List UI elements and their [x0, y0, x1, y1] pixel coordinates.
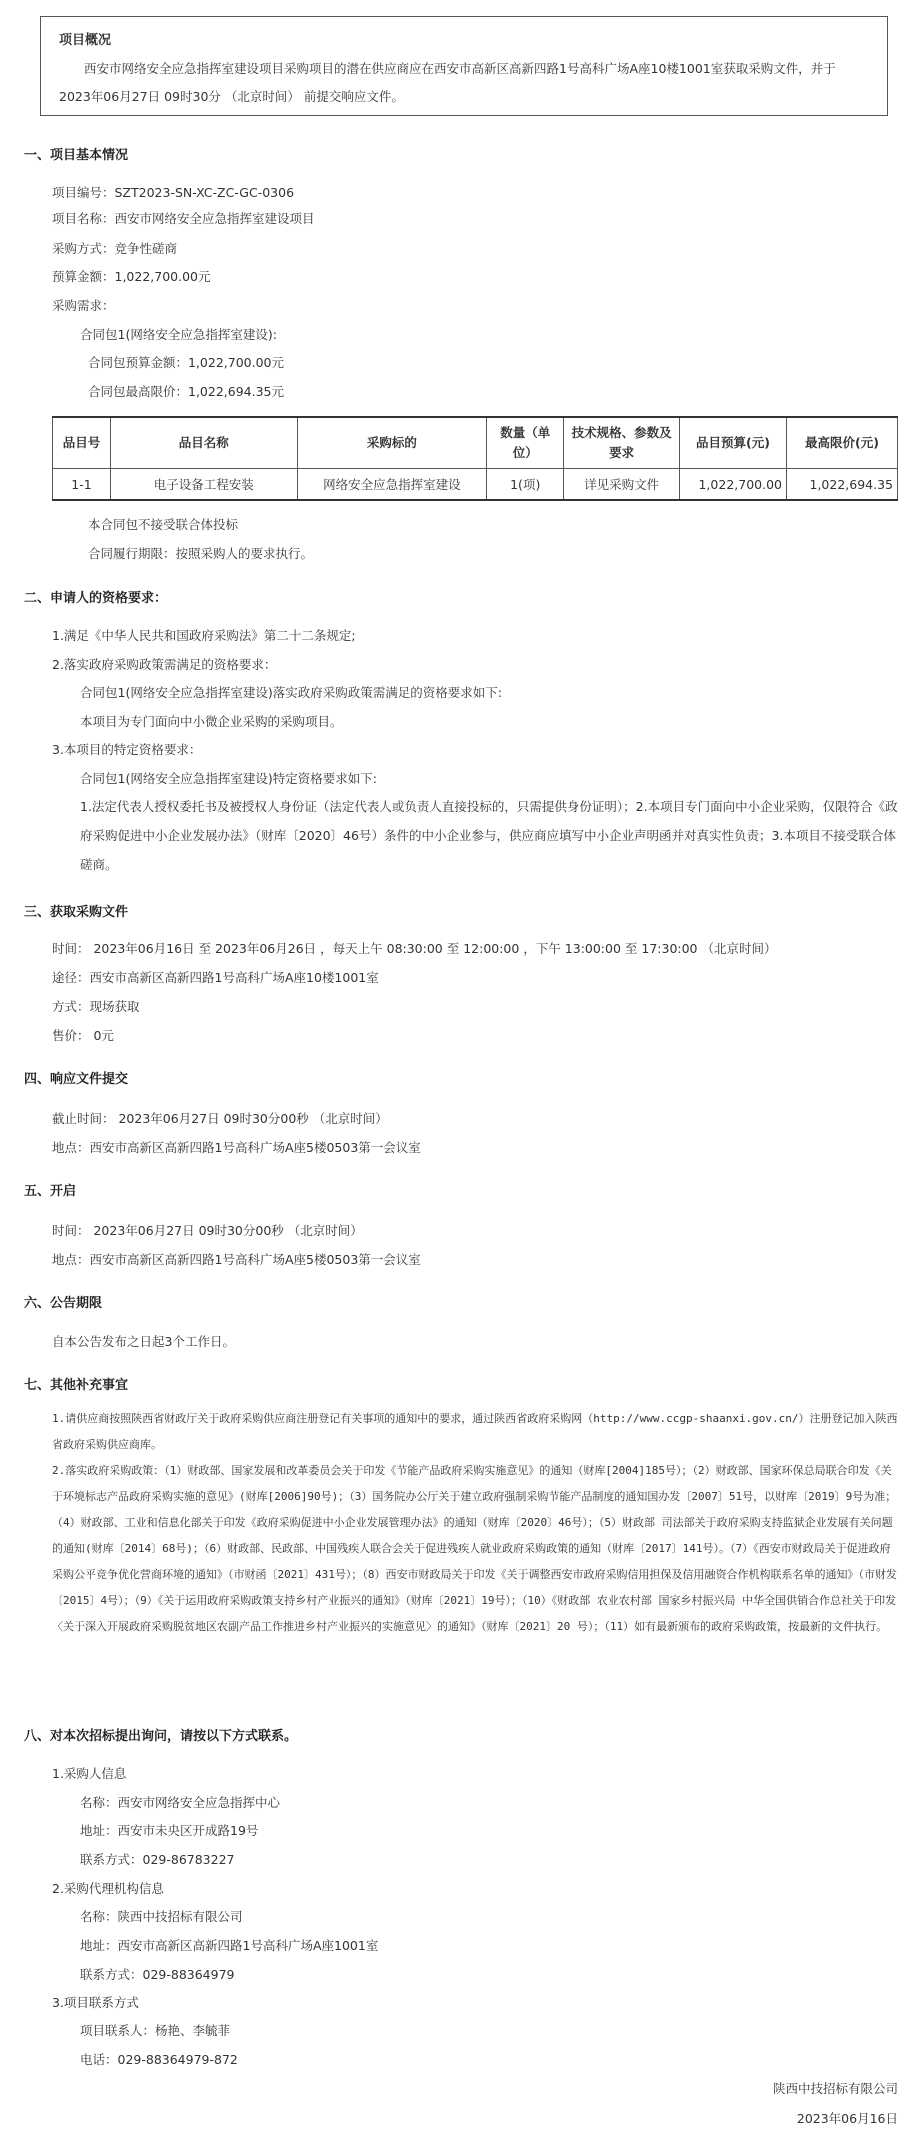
col-header: 品目预算(元): [680, 417, 787, 469]
obtain-method: 方式：现场获取: [52, 999, 140, 1014]
agency-address: 地址：西安市高新区高新四路1号高科广场A座1001室: [80, 1938, 379, 1953]
package-title: 合同包1(网络安全应急指挥室建设):: [80, 327, 277, 342]
table-cell: 1,022,700.00: [680, 469, 787, 501]
opening-time: 时间： 2023年06月27日 09时30分00秒 （北京时间）: [52, 1223, 363, 1238]
col-header: 数量（单位）: [487, 417, 564, 469]
qualification-2a: 合同包1(网络安全应急指挥室建设)落实政府采购政策需满足的资格要求如下:: [80, 685, 502, 700]
package-max-price: 合同包最高限价：1,022,694.35元: [88, 384, 284, 399]
obtain-address: 途径：西安市高新区高新四路1号高科广场A座10楼1001室: [52, 970, 379, 985]
qualification-3a: 合同包1(网络安全应急指挥室建设)特定资格要求如下:: [80, 771, 377, 786]
purchaser-name: 名称：西安市网络安全应急指挥中心: [80, 1795, 281, 1810]
agency-name: 名称：陕西中技招标有限公司: [80, 1909, 243, 1924]
section-title-opening: 五、开启: [24, 1184, 77, 1199]
table-cell: 1,022,694.35: [786, 469, 897, 501]
notice-period: 自本公告发布之日起3个工作日。: [52, 1334, 235, 1349]
obtain-time: 时间： 2023年06月16日 至 2023年06月26日 ，每天上午 08:30:00 至 12:00:00 ，下午 13:00:00 至 17:30:00 （北京时间）: [52, 941, 777, 956]
table-cell: 1(项): [487, 469, 564, 501]
project-contact-title: 3.项目联系方式: [52, 1995, 139, 2010]
project-name: 项目名称：西安市网络安全应急指挥室建设项目: [52, 211, 315, 226]
table-cell: 1-1: [53, 469, 111, 501]
table-cell: 网络安全应急指挥室建设: [297, 469, 487, 501]
section-title-contact: 八、对本次招标提出询问，请按以下方式联系。: [24, 1729, 298, 1744]
section-title-submission: 四、响应文件提交: [24, 1072, 129, 1087]
table-row: [53, 469, 898, 501]
footer-date: 2023年06月16日: [796, 2111, 898, 2126]
purchaser-address: 地址：西安市未央区开成路19号: [80, 1823, 259, 1838]
qualification-1: 1.满足《中华人民共和国政府采购法》第二十二条规定;: [52, 628, 356, 643]
section-title-notice-period: 六、公告期限: [24, 1296, 103, 1311]
col-header: 采购标的: [297, 417, 487, 469]
col-header: 技术规格、参数及要求: [564, 417, 680, 469]
qualification-2: 2.落实政府采购政策需满足的资格要求：: [52, 657, 277, 672]
footer-organization: 陕西中技招标有限公司: [772, 2081, 898, 2096]
obtain-price: 售价： 0元: [52, 1028, 114, 1043]
section-title-obtain-docs: 三、获取采购文件: [24, 905, 129, 920]
qualification-2b: 本项目为专门面向中小微企业采购的采购项目。: [80, 714, 343, 729]
supplementary-1: 1.请供应商按照陕西省财政厅关于政府采购供应商注册登记有关事项的通知中的要求，通过陕西省政府采购网（http://www.ccgp-shaanxi.gov.cn/）注册登记加入陕西省政府采购供应商库。: [52, 1412, 898, 1451]
col-header: 品目号: [53, 417, 111, 469]
table-cell: 电子设备工程安装: [110, 469, 297, 501]
items-table: [52, 416, 898, 501]
submission-deadline: 截止时间： 2023年06月27日 09时30分00秒 （北京时间）: [52, 1111, 388, 1126]
procurement-demand-label: 采购需求：: [52, 298, 115, 313]
no-consortium-note: 本合同包不接受联合体投标: [88, 517, 239, 532]
agency-info-title: 2.采购代理机构信息: [52, 1881, 164, 1896]
budget-amount: 预算金额：1,022,700.00元: [52, 269, 211, 284]
project-number: 项目编号：SZT2023-SN-XC-ZC-GC-0306: [52, 185, 295, 200]
table-header-row: [53, 417, 898, 469]
package-budget: 合同包预算金额：1,022,700.00元: [88, 355, 284, 370]
section-title-basic-info: 一、项目基本情况: [24, 148, 129, 163]
purchaser-info-title: 1.采购人信息: [52, 1766, 127, 1781]
contract-period: 合同履行期限：按照采购人的要求执行。: [88, 546, 314, 561]
qualification-3b: 1.法定代表人授权委托书及被授权人身份证（法定代表人或负责人直接投标的，只需提供身份证明）；2.本项目专门面向中小企业采购，仅限符合《政府采购促进中小企业发展办法》（财库〔2020〕46号）条件的中小企业参与，供应商应填写中小企业声明函并对真实性负责；3.本项目不接受联合体磋商。: [80, 799, 898, 872]
table-cell: 详见采购文件: [564, 469, 680, 501]
project-contact-phone: 电话：029-88364979-872: [80, 2052, 238, 2067]
col-header: 最高限价(元): [786, 417, 897, 469]
supplementary-2: 2.落实政府采购政策：（1）财政部、国家发展和改革委员会关于印发《节能产品政府采购实施意见》的通知（财库[2004]185号）；（2）财政部、国家环保总局联合印发《关于环境标志产品政府采购实施的意见》(财库[2006]90号)；（3）国务院办公厅关于建立政府强制采购节能产品制度的通知国办发〔2007〕51号，以财库〔2019〕9号为准；（4）财政部、工业和信息化部关于印发《政府采购促进中小企业发展管理办法》的通知（财库〔2020〕46号）；（5）财政部 司法部关于政府采购支持监狱企业发展有关问题的通知(财库〔2014〕68号)；（6）财政部、民政部、中国残疾人联合会关于促进残疾人就业政府采购政策的通知（财库〔2017〕141号）。（7）《西安市财政局关于促进政府采购公平竞争优化营商环境的通知》（市财函〔2021〕431号）；（8）西安市财政局关于印发《关于调整西安市政府采购信用担保及信用融资合作机构联系名单的通知》（市财发〔2015〕4号）；（9）《关于运用政府采购政策支持乡村产业振兴的通知》（财库〔2021〕19号）；（10）《财政部 农业农村部 国家乡村振兴局 中华全国供销合作总社关于印发〈关于深入开展政府采购脱贫地区农副产品工作推进乡村产业振兴的实施意见〉的通知》（财库〔2021〕20 号）；（11）如有最新颁布的政府采购政策，按最新的文件执行。: [52, 1464, 897, 1633]
qualification-3: 3.本项目的特定资格要求：: [52, 742, 202, 757]
section-title-supplementary: 七、其他补充事宜: [24, 1378, 129, 1393]
procurement-method: 采购方式：竞争性磋商: [52, 241, 178, 256]
purchaser-phone: 联系方式：029-86783227: [80, 1852, 235, 1867]
col-header: 品目名称: [110, 417, 297, 469]
overview-body: 西安市网络安全应急指挥室建设项目采购项目的潜在供应商应在西安市高新区高新四路1号高科广场A座10楼1001室获取采购文件，并于 2023年06月27日 09时30分 （北京时间） 前提交响应文件。: [59, 61, 836, 104]
agency-phone: 联系方式：029-88364979: [80, 1967, 235, 1982]
project-overview-box: [40, 16, 888, 116]
overview-title: 项目概况: [59, 33, 112, 48]
project-contact-person: 项目联系人：杨艳、李毓菲: [80, 2023, 231, 2038]
opening-place: 地点：西安市高新区高新四路1号高科广场A座5楼0503第一会议室: [52, 1252, 421, 1267]
section-title-qualifications: 二、申请人的资格要求：: [24, 591, 168, 606]
submission-place: 地点：西安市高新区高新四路1号高科广场A座5楼0503第一会议室: [52, 1140, 421, 1155]
